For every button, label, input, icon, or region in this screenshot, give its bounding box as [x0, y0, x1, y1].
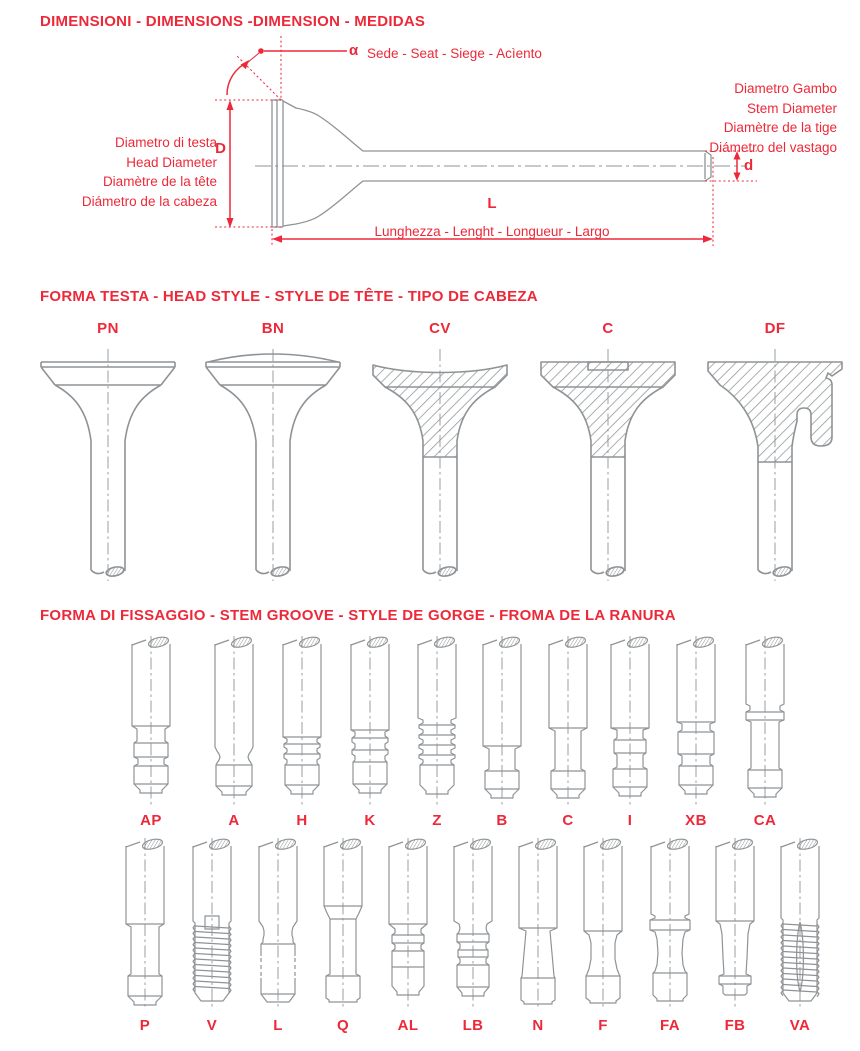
seat-leader-dot	[258, 48, 264, 54]
stem-groove-label: B	[496, 812, 508, 829]
arrowhead	[734, 173, 741, 182]
stem-groove-drawing-ap	[119, 634, 183, 812]
arrowhead	[227, 218, 234, 228]
stem-groove-label: L	[273, 1017, 283, 1034]
stem-groove-label: Z	[432, 812, 442, 829]
dimension-label-line: Head Diameter	[126, 154, 217, 170]
stem-groove-label: VA	[789, 1017, 811, 1034]
stem-groove-drawing-f	[571, 836, 635, 1014]
stem-groove-drawing-b	[470, 634, 534, 812]
seat-angle-arrowhead	[241, 58, 252, 69]
stem-groove-label: FB	[724, 1017, 746, 1034]
stem-groove-drawing-c	[536, 634, 600, 812]
stem-groove-drawing-p	[113, 836, 177, 1014]
stem-groove-drawing-al	[376, 836, 440, 1014]
seat-label: Sede - Seat - Siege - Acìento	[367, 46, 542, 61]
dimension-label-line: Diametro Gambo	[734, 81, 837, 96]
stem-groove-drawing-a	[202, 634, 266, 812]
stem-groove-drawing-va	[768, 836, 832, 1014]
dimension-label-line: Diamètre de la tige	[723, 120, 837, 135]
head-style-label: BN	[261, 320, 285, 337]
stem-groove-drawing-n	[506, 836, 570, 1014]
head-style-label: C	[602, 320, 614, 337]
stem-groove-label: AP	[140, 812, 162, 829]
head-diameter-label	[0, 133, 217, 211]
stem-groove-label: C	[562, 812, 574, 829]
arrowhead	[227, 100, 234, 110]
stem-groove-drawing-l	[246, 836, 310, 1014]
stem-groove-label: XB	[685, 812, 707, 829]
stem-groove-drawing-lb	[441, 836, 505, 1014]
length-symbol: L	[487, 195, 497, 212]
stem-diameter-symbol: d	[744, 157, 754, 174]
alpha-symbol: α	[349, 42, 359, 59]
dimension-label-line: Stem Diameter	[746, 100, 837, 116]
stem-groove-drawing-z	[405, 634, 469, 812]
dimension-label-line: Diámetro de la cabeza	[81, 193, 217, 209]
dimension-label-line: Diamètre de la tête	[102, 174, 217, 189]
stem-groove-section-title: FORMA DI FISSAGGIO - STEM GROOVE - STYLE DE GORGE - FROMA DE LA RANURA	[40, 607, 676, 624]
head-style-section-title: FORMA TESTA - HEAD STYLE - STYLE DE TÊTE - TIPO DE CABEZA	[40, 288, 538, 305]
stem-groove-label: CA	[753, 812, 777, 829]
seat-leader-elbow	[247, 53, 259, 63]
dimensions-section-title: DIMENSIONI - DIMENSIONS -DIMENSION - MEDIDAS	[40, 13, 426, 30]
stem-groove-label: N	[532, 1017, 544, 1034]
stem-groove-label: K	[364, 812, 376, 829]
head-style-drawing-df	[700, 345, 850, 585]
arrowhead	[272, 235, 282, 242]
stem-groove-label: Q	[336, 1017, 350, 1034]
head-style-drawing-c	[533, 345, 683, 585]
length-label: Lunghezza - Lenght - Longueur - Largo	[374, 224, 610, 239]
head-style-label: DF	[764, 320, 786, 337]
head-style-label: PN	[97, 320, 119, 337]
head-style-label: CV	[429, 320, 451, 337]
dimension-label-line: Diámetro del vastago	[709, 139, 837, 155]
head-diameter-symbol: D	[215, 140, 226, 157]
stem-groove-drawing-v	[180, 836, 244, 1014]
stem-groove-drawing-xb	[664, 634, 728, 812]
valve-head-face	[272, 100, 283, 227]
stem-groove-drawing-fb	[703, 836, 767, 1014]
stem-groove-label: V	[206, 1017, 218, 1034]
stem-diameter-label	[600, 79, 837, 157]
head-style-drawing-pn	[33, 345, 183, 585]
stem-groove-label: P	[139, 1017, 151, 1034]
stem-groove-drawing-q	[311, 836, 375, 1014]
stem-groove-drawing-i	[598, 634, 662, 812]
arrowhead	[703, 235, 713, 242]
stem-groove-drawing-ca	[733, 634, 797, 812]
stem-groove-label: LB	[462, 1017, 484, 1034]
stem-groove-label: I	[627, 812, 633, 829]
stem-groove-label: AL	[397, 1017, 419, 1034]
stem-groove-drawing-fa	[638, 836, 702, 1014]
head-style-drawing-bn	[198, 345, 348, 585]
stem-groove-label: FA	[660, 1017, 680, 1034]
head-style-drawing-cv	[365, 345, 515, 585]
stem-groove-label: H	[296, 812, 308, 829]
dimension-label-line: Diametro di testa	[114, 135, 217, 150]
stem-groove-drawing-k	[338, 634, 402, 812]
stem-groove-label: A	[228, 812, 240, 829]
stem-groove-label: F	[598, 1017, 608, 1034]
stem-groove-drawing-h	[270, 634, 334, 812]
